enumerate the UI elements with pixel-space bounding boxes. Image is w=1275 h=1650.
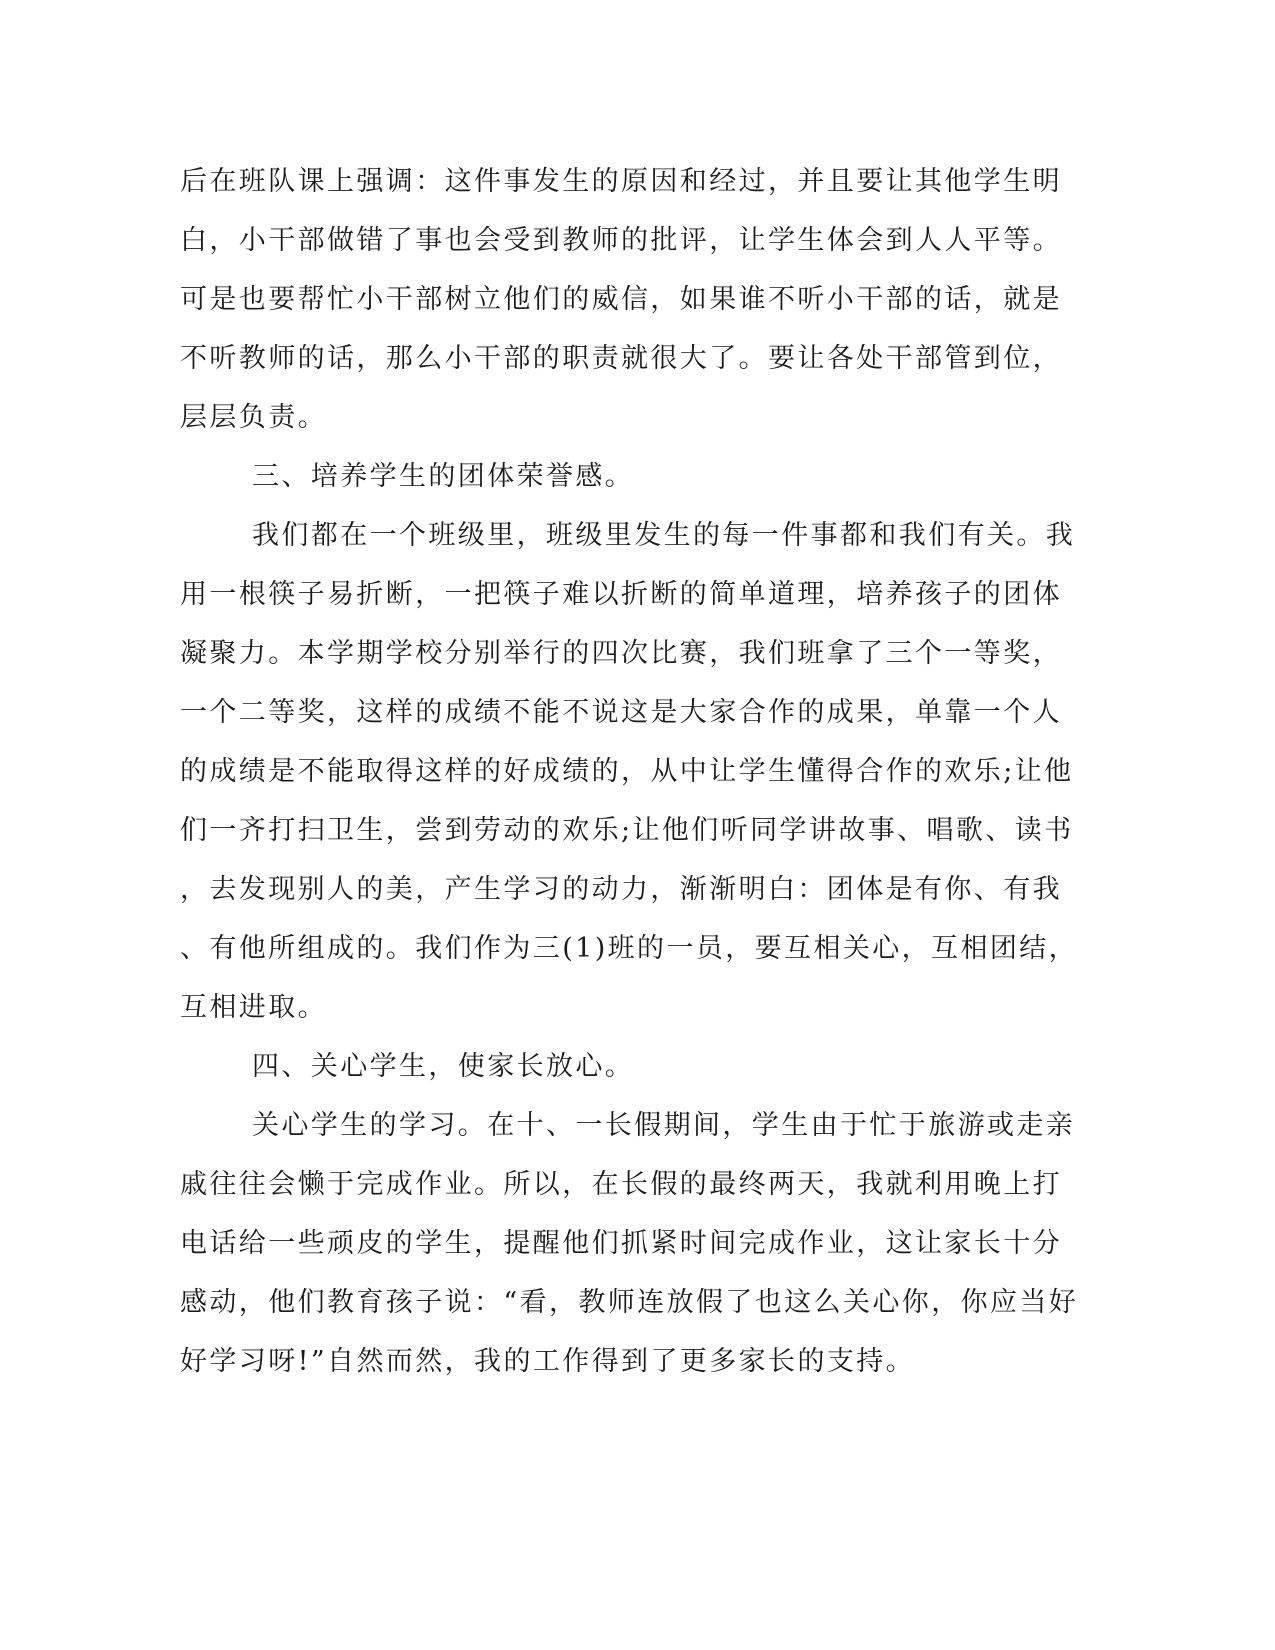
text-line: 用一根筷子易折断，一把筷子难以折断的简单道理，培养孩子的团体 [180, 579, 1062, 610]
text-line: 的成绩是不能取得这样的好成绩的，从中让学生懂得合作的欢乐;让他 [180, 756, 1074, 787]
text-line: 可是也要帮忙小干部树立他们的威信，如果谁不听小干部的话，就是 [180, 284, 1062, 315]
section-heading: 三、培养学生的团体荣誉感。 [252, 461, 635, 492]
text-line: 好学习呀!”自然而然，我的工作得到了更多家长的支持。 [180, 1346, 916, 1377]
section-heading: 四、关心学生，使家长放心。 [252, 1051, 635, 1082]
text-line: 不听教师的话，那么小干部的职责就很大了。要让各处干部管到位， [180, 343, 1062, 374]
text-line: 互相进取。 [180, 992, 327, 1023]
text-line: 们一齐打扫卫生，尝到劳动的欢乐;让他们听同学讲故事、唱歌、读书 [180, 815, 1074, 846]
text-line: 一个二等奖，这样的成绩不能不说这是大家合作的成果，单靠一个人 [180, 697, 1062, 728]
text-line: 感动，他们教育孩子说：“看，教师连放假了也这么关心你，你应当好 [180, 1287, 1079, 1318]
text-line: 关心学生的学习。在十、一长假期间，学生由于忙于旅游或走亲 [252, 1110, 1076, 1141]
text-line: 凝聚力。本学期学校分别举行的四次比赛，我们班拿了三个一等奖， [180, 638, 1062, 669]
text-line: ，去发现别人的美，产生学习的动力，渐渐明白：团体是有你、有我 [180, 874, 1062, 905]
text-line: 电话给一些顽皮的学生，提醒他们抓紧时间完成作业，这让家长十分 [180, 1228, 1062, 1259]
text-line: 层层负责。 [180, 402, 327, 433]
text-line: 白，小干部做错了事也会受到教师的批评，让学生体会到人人平等。 [180, 225, 1062, 256]
text-line: 戚往往会懒于完成作业。所以，在长假的最终两天，我就利用晚上打 [180, 1169, 1062, 1200]
text-line: 后在班队课上强调：这件事发生的原因和经过，并且要让其他学生明 [180, 166, 1062, 197]
text-line: 我们都在一个班级里，班级里发生的每一件事都和我们有关。我 [252, 520, 1076, 551]
text-line: 、有他所组成的。我们作为三(1)班的一员，要互相关心，互相团结， [180, 933, 1079, 964]
